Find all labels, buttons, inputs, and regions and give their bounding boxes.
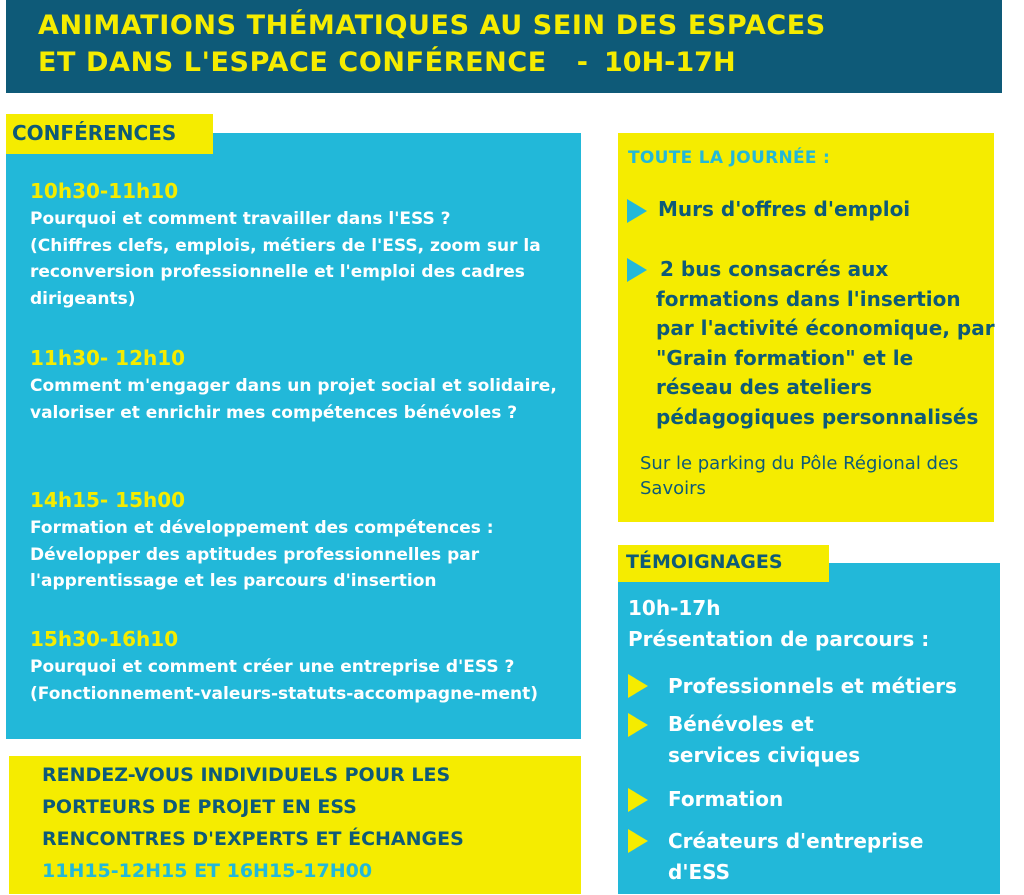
- triangle-bullet-icon: [628, 788, 648, 812]
- header-title-line-1: ANIMATIONS THÉMATIQUES AU SEIN DES ESPACES: [38, 10, 826, 41]
- conference-slot: [30, 486, 575, 595]
- testimonials-time: 10h-17h: [628, 596, 721, 620]
- rendezvous-panel: [9, 756, 581, 894]
- testimonials-panel: [618, 563, 1000, 894]
- rendezvous-line: RENCONTRES D'EXPERTS ET ÉCHANGES: [42, 828, 464, 850]
- triangle-bullet-icon: [628, 674, 648, 698]
- testimonials-item: Bénévoles et services civiques: [668, 712, 861, 767]
- all-day-item: Murs d'offres d'emploi: [658, 197, 911, 221]
- testimonials-intro: Présentation de parcours :: [628, 627, 930, 651]
- all-day-item: 2 bus consacrés aux formations dans l'insertion par l'activité économique, par "Grain formation" et le réseau des ateliers pédagogiques personnalisés: [656, 257, 995, 429]
- header-time: 10H-17H: [604, 47, 736, 78]
- conference-description: Formation et développement des compétences : Développer des aptitudes professionnelles par l'apprentissage et les parcours d'insertion: [30, 518, 494, 591]
- conference-description: [30, 206, 575, 312]
- triangle-bullet-icon: [628, 713, 648, 737]
- page-header: [6, 0, 1002, 93]
- rendezvous-times: 11H15-12H15 ET 16H15-17H00: [42, 860, 373, 882]
- header-title-line-2: ET DANS L'ESPACE CONFÉRENCE -: [38, 47, 589, 78]
- triangle-bullet-icon: [627, 258, 647, 282]
- testimonials-item: Formation: [668, 787, 784, 811]
- all-day-panel: [618, 133, 994, 522]
- testimonials-tab-label: TÉMOIGNAGES: [618, 545, 829, 582]
- rendezvous-line: PORTEURS DE PROJET EN ESS: [42, 796, 357, 818]
- conference-slot: [30, 177, 575, 312]
- triangle-bullet-icon: [627, 199, 647, 223]
- rendezvous-line: RENDEZ-VOUS INDIVIDUELS POUR LES: [42, 764, 451, 786]
- conferences-tab-label: CONFÉRENCES: [6, 114, 213, 154]
- conference-slot: [30, 344, 575, 426]
- all-day-location-note: Sur le parking du Pôle Régional des Savoirs: [640, 453, 959, 499]
- conference-text: Pourquoi et comment travailler dans l'ESS ? (Chiffres clefs, emplois, métiers de l'ESS, zoom sur la reconversion professionnelle et l'emploi des cadres dirigeants): [30, 209, 541, 309]
- testimonials-item: Créateurs d'entreprise d'ESS: [668, 829, 924, 884]
- conference-time: 10h30-11h10: [30, 179, 179, 203]
- conference-time: 11h30- 12h10: [30, 346, 186, 370]
- testimonials-item: Professionnels et métiers: [668, 674, 957, 698]
- conference-description: Pourquoi et comment créer une entreprise d'ESS ? (Fonctionnement-valeurs-statuts-accompagne-ment): [30, 657, 539, 704]
- conference-time: 15h30-16h10: [30, 627, 179, 651]
- triangle-bullet-icon: [628, 829, 648, 853]
- conference-time: 14h15- 15h00: [30, 488, 186, 512]
- all-day-title: TOUTE LA JOURNÉE :: [628, 148, 831, 168]
- conference-description: Comment m'engager dans un projet social et solidaire, valoriser et enrichir mes compétences bénévoles ?: [30, 376, 557, 423]
- conference-slot: [30, 625, 575, 707]
- conferences-panel: [6, 133, 581, 739]
